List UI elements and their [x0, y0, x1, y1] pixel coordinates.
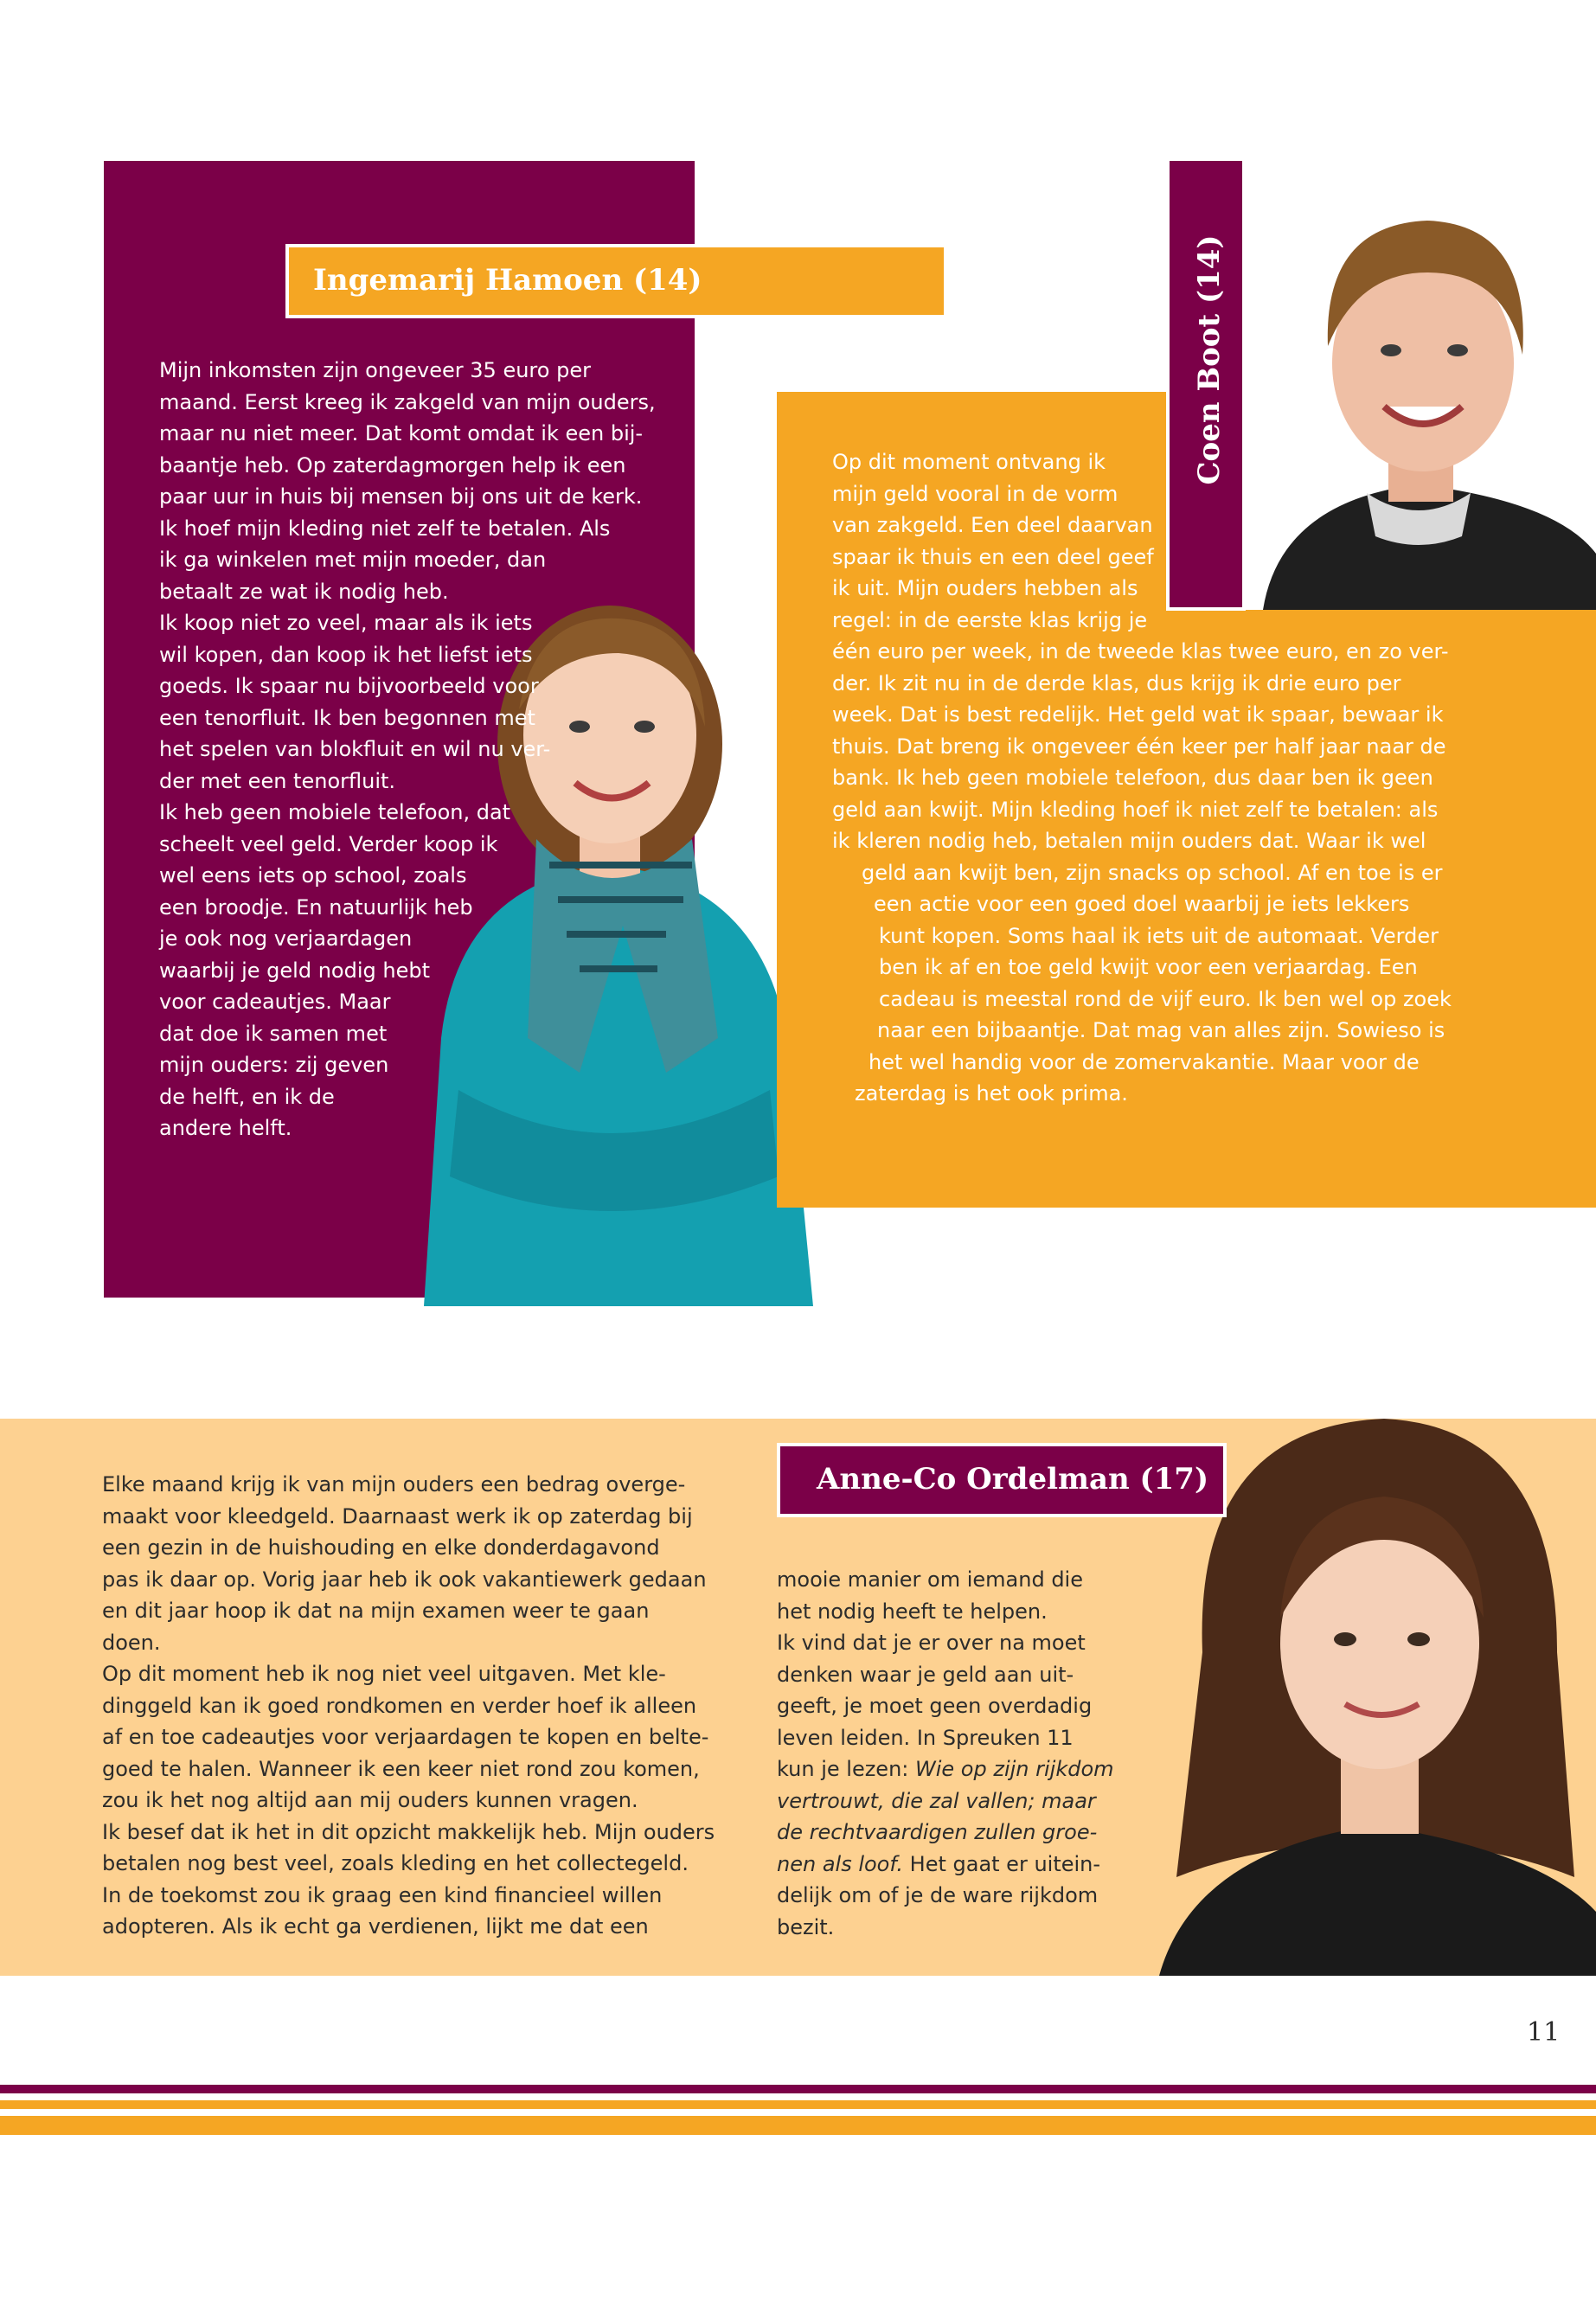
text-line: adopteren. Als ik echt ga verdienen, lijkt me dat een: [102, 1914, 649, 1939]
text-line: af en toe cadeautjes voor verjaardagen te kopen en belte-: [102, 1725, 709, 1749]
text-line: een tenorfluit. Ik ben begonnen met: [159, 705, 535, 730]
text-line: maar nu niet meer. Dat komt omdat ik een bij-: [159, 421, 644, 445]
footer-stripe-orange-1: [0, 2100, 1596, 2109]
text-line: waarbij je geld nodig hebt: [159, 958, 430, 983]
text-line: Ik besef dat ik het in dit opzicht makkelijk heb. Mijn ouders: [102, 1819, 715, 1844]
text-line: [777, 1753, 1114, 1785]
text-line: pas ik daar op. Vorig jaar heb ik ook vakantiewerk gedaan: [102, 1567, 707, 1592]
text-line: thuis. Dat breng ik ongeveer één keer per half jaar naar de: [832, 734, 1446, 759]
text-line: Mijn inkomsten zijn ongeveer 35 euro per: [159, 358, 591, 382]
text-line: van zakgeld. Een deel daarvan: [832, 513, 1153, 537]
text-fragment: Het gaat er uitein-: [903, 1851, 1101, 1876]
text-line: doen.: [102, 1630, 161, 1655]
ingemarij-text: [159, 355, 656, 1144]
page-number: 11: [1527, 2017, 1561, 2048]
text-line: ik ga winkelen met mijn moeder, dan: [159, 548, 547, 572]
text-line: Ik hoef mijn kleding niet zelf te betalen. Als: [159, 516, 611, 541]
footer-stripe-orange-2: [0, 2116, 1596, 2135]
text-line: mooie manier om iemand die: [777, 1567, 1083, 1592]
footer-stripe-purple: [0, 2085, 1596, 2093]
text-line: [777, 1817, 1114, 1849]
ingemarij-heading-bar: [285, 244, 944, 318]
text-fragment: kun je lezen:: [777, 1757, 915, 1781]
text-line: andere helft.: [159, 1116, 292, 1140]
text-line: week. Dat is best redelijk. Het geld wat ik spaar, bewaar ik: [832, 702, 1444, 727]
text-line: het nodig heeft te helpen.: [777, 1599, 1048, 1624]
text-line: bezit.: [777, 1914, 835, 1939]
text-line: spaar ik thuis en een deel geef: [832, 544, 1154, 569]
text-line: het wel handig voor de zomervakantie. Maar voor de: [869, 1049, 1420, 1074]
text-line: wel eens iets op school, zoals: [159, 863, 467, 888]
text-line: maand. Eerst kreeg ik zakgeld van mijn ouders,: [159, 389, 656, 414]
text-line: kunt kopen. Soms haal ik iets uit de automaat. Verder: [879, 923, 1439, 948]
text-line: en dit jaar hoop ik dat na mijn examen weer te gaan: [102, 1599, 650, 1623]
text-line: zaterdag is het ook prima.: [855, 1081, 1128, 1106]
text-line: goeds. Ik spaar nu bijvoorbeeld voor: [159, 674, 539, 698]
text-line: goed te halen. Wanneer ik een keer niet rond zou komen,: [102, 1756, 700, 1781]
text-line: een actie voor een goed doel waarbij je iets lekkers: [874, 892, 1410, 916]
text-line: denken waar je geld aan uit-: [777, 1662, 1074, 1687]
text-line: Op dit moment ontvang ik: [832, 450, 1106, 474]
text-line: betalen nog best veel, zoals kleding en het collectegeld.: [102, 1851, 689, 1875]
anneco-right-text: [777, 1564, 1114, 1943]
text-line: regel: in de eerste klas krijg je: [832, 607, 1148, 632]
text-line: ik kleren nodig heb, betalen mijn ouders dat. Waar ik wel: [832, 829, 1426, 853]
quote-fragment: vertrouwt, die zal vallen; maar: [777, 1788, 1096, 1813]
text-line: Ik heb geen mobiele telefoon, dat: [159, 800, 511, 824]
anneco-heading-bar: [777, 1443, 1227, 1517]
quote-fragment: Wie op zijn rijkdom: [915, 1757, 1114, 1781]
text-line: maakt voor kleedgeld. Daarnaast werk ik op zaterdag bij: [102, 1503, 693, 1529]
text-line: mijn ouders: zij geven: [159, 1053, 389, 1077]
text-line: een gezin in de huishouding en elke donderdagavond: [102, 1535, 660, 1560]
text-line: ik uit. Mijn ouders hebben als: [832, 576, 1138, 600]
ingemarij-heading: Ingemarij Hamoen (14): [313, 263, 702, 298]
text-line: een broodje. En natuurlijk heb: [159, 894, 473, 920]
text-line: bank. Ik heb geen mobiele telefoon, dus daar ben ik geen: [832, 766, 1433, 790]
text-line: [777, 1785, 1114, 1817]
text-line: paar uur in huis bij mensen bij ons uit de kerk.: [159, 484, 643, 509]
text-line: geeft, je moet geen overdadig: [777, 1694, 1093, 1718]
coen-text: [832, 446, 1452, 1110]
text-line: zou ik het nog altijd aan mij ouders kunnen vragen.: [102, 1788, 638, 1812]
text-line: betaalt ze wat ik nodig heb.: [159, 579, 449, 604]
text-line: naar een bijbaantje. Dat mag van alles zijn. Sowieso is: [877, 1018, 1445, 1042]
text-line: Ik koop niet zo veel, maar als ik iets: [159, 611, 533, 635]
text-line: mijn geld vooral in de vorm: [832, 481, 1118, 506]
anneco-left-text: [102, 1469, 715, 1943]
text-line: ben ik af en toe geld kwijt voor een verjaardag. Een: [879, 955, 1418, 979]
text-line: leven leiden. In Spreuken 11: [777, 1725, 1074, 1750]
text-line: dinggeld kan ik goed rondkomen en verder hoef ik alleen: [102, 1693, 697, 1718]
text-line: der. Ik zit nu in de derde klas, dus krijg ik drie euro per: [832, 670, 1401, 695]
text-line: scheelt veel geld. Verder koop ik: [159, 831, 498, 856]
text-line: het spelen van blokfluit en wil nu ver-: [159, 737, 551, 761]
text-line: Ik vind dat je er over na moet: [777, 1631, 1086, 1655]
text-line: cadeau is meestal rond de vijf euro. Ik ben wel op zoek: [879, 986, 1452, 1011]
text-line: wil kopen, dan koop ik het liefst iets: [159, 642, 533, 667]
text-line: dat doe ik samen met: [159, 1021, 388, 1046]
text-line: In de toekomst zou ik graag een kind financieel willen: [102, 1882, 663, 1907]
text-line: één euro per week, in de tweede klas twee euro, en zo ver-: [832, 639, 1449, 663]
text-line: geld aan kwijt ben, zijn snacks op school. Af en toe is er: [862, 860, 1443, 885]
text-line: [777, 1849, 1114, 1881]
coen-heading: Coen Boot (14): [1192, 234, 1227, 485]
text-line: delijk om of je de ware rijkdom: [777, 1883, 1099, 1907]
quote-fragment: nen als loof.: [777, 1851, 904, 1876]
anneco-heading: Anne-Co Ordelman (17): [817, 1462, 1209, 1497]
quote-fragment: de rechtvaardigen zullen groe-: [777, 1820, 1098, 1844]
text-line: je ook nog verjaardagen: [159, 926, 413, 951]
text-line: Op dit moment heb ik nog niet veel uitgaven. Met kle-: [102, 1662, 666, 1686]
text-line: de helft, en ik de: [159, 1084, 335, 1109]
text-line: voor cadeautjes. Maar: [159, 990, 391, 1014]
text-line: geld aan kwijt. Mijn kleding hoef ik niet zelf te betalen: als: [832, 797, 1439, 822]
text-line: Elke maand krijg ik van mijn ouders een bedrag overge-: [102, 1472, 686, 1497]
text-line: baantje heb. Op zaterdagmorgen help ik een: [159, 452, 626, 478]
text-line: der met een tenorfluit.: [159, 768, 396, 793]
